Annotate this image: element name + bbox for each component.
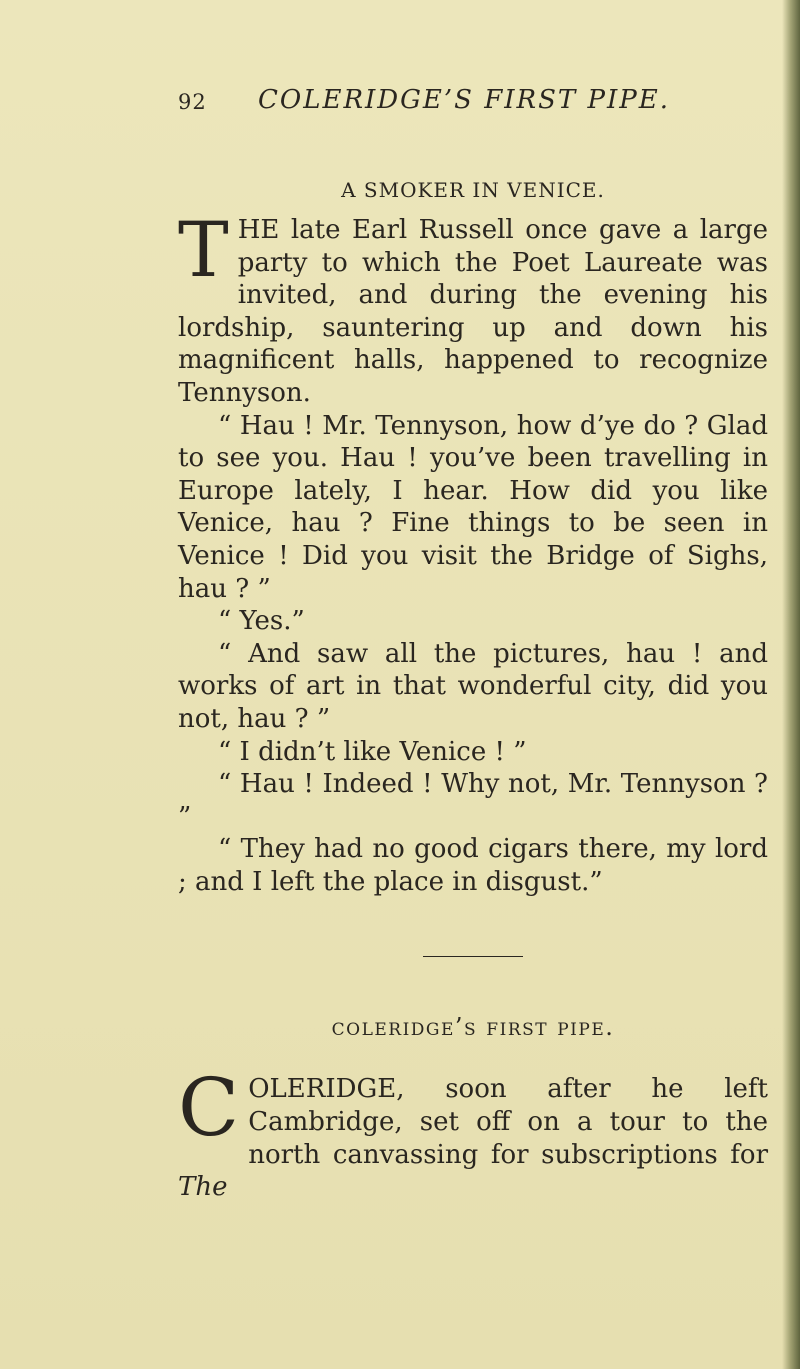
section-divider — [423, 956, 523, 957]
coleridge-opening-paragraph — [178, 1061, 768, 1203]
running-head — [178, 85, 778, 125]
dialogue-paragraph: “ Yes.” — [218, 606, 305, 637]
dialogue-paragraph: “ I didn’t like Venice ! ” — [218, 736, 527, 767]
dialogue-paragraph: “ They had no good cigars there, my lord ; and I left the place in disgust.” — [178, 834, 768, 897]
page-number: 92 — [178, 90, 207, 114]
section-coleridges-first-pipe — [178, 1061, 768, 1203]
page-edge — [782, 0, 800, 1369]
drop-cap: C — [178, 1061, 240, 1155]
section-smoker-in-venice — [178, 205, 768, 898]
dialogue-paragraph: “ Hau ! Mr. Tennyson, how d’ye do ? Glad to see you. Hau ! you’ve been travelling in Europe lately, I hear. How did you like Venice, hau ? Fine things to be seen in Venice ! Did you visit the Bridge of Sighs, hau ? ” — [178, 410, 768, 604]
drop-cap: T — [178, 205, 229, 294]
running-title: COLERIDGE’S FIRST PIPE. — [258, 85, 671, 115]
section-heading-coleridges-first-pipe: coleridge’s first pipe. — [331, 1013, 615, 1042]
opening-paragraph-text: soon after he left Cambridge, set off on a tour to the north canvassing for subscriptions for — [248, 1074, 768, 1170]
italic-title-fragment: The — [178, 1172, 228, 1203]
section-heading-smoker-in-venice: A SMOKER IN VENICE. — [341, 178, 605, 202]
page-content — [178, 166, 768, 1204]
lead-word: OLERIDGE, — [248, 1074, 405, 1105]
opening-paragraph-text: late Earl Russell once gave a large party to which the Poet Laureate was invited, and during the evening his lordship, sauntering up and down his magnificent halls, happened to recognize Tennyson. — [178, 215, 768, 408]
dialogue-paragraph: “ Hau ! Indeed ! Why not, Mr. Tennyson ? ” — [178, 769, 768, 832]
opening-paragraph — [178, 205, 768, 410]
lead-word: HE — [237, 215, 280, 245]
dialogue-paragraph: “ And saw all the pictures, hau ! and works of art in that wonderful city, did you not, hau ? ” — [178, 638, 768, 734]
